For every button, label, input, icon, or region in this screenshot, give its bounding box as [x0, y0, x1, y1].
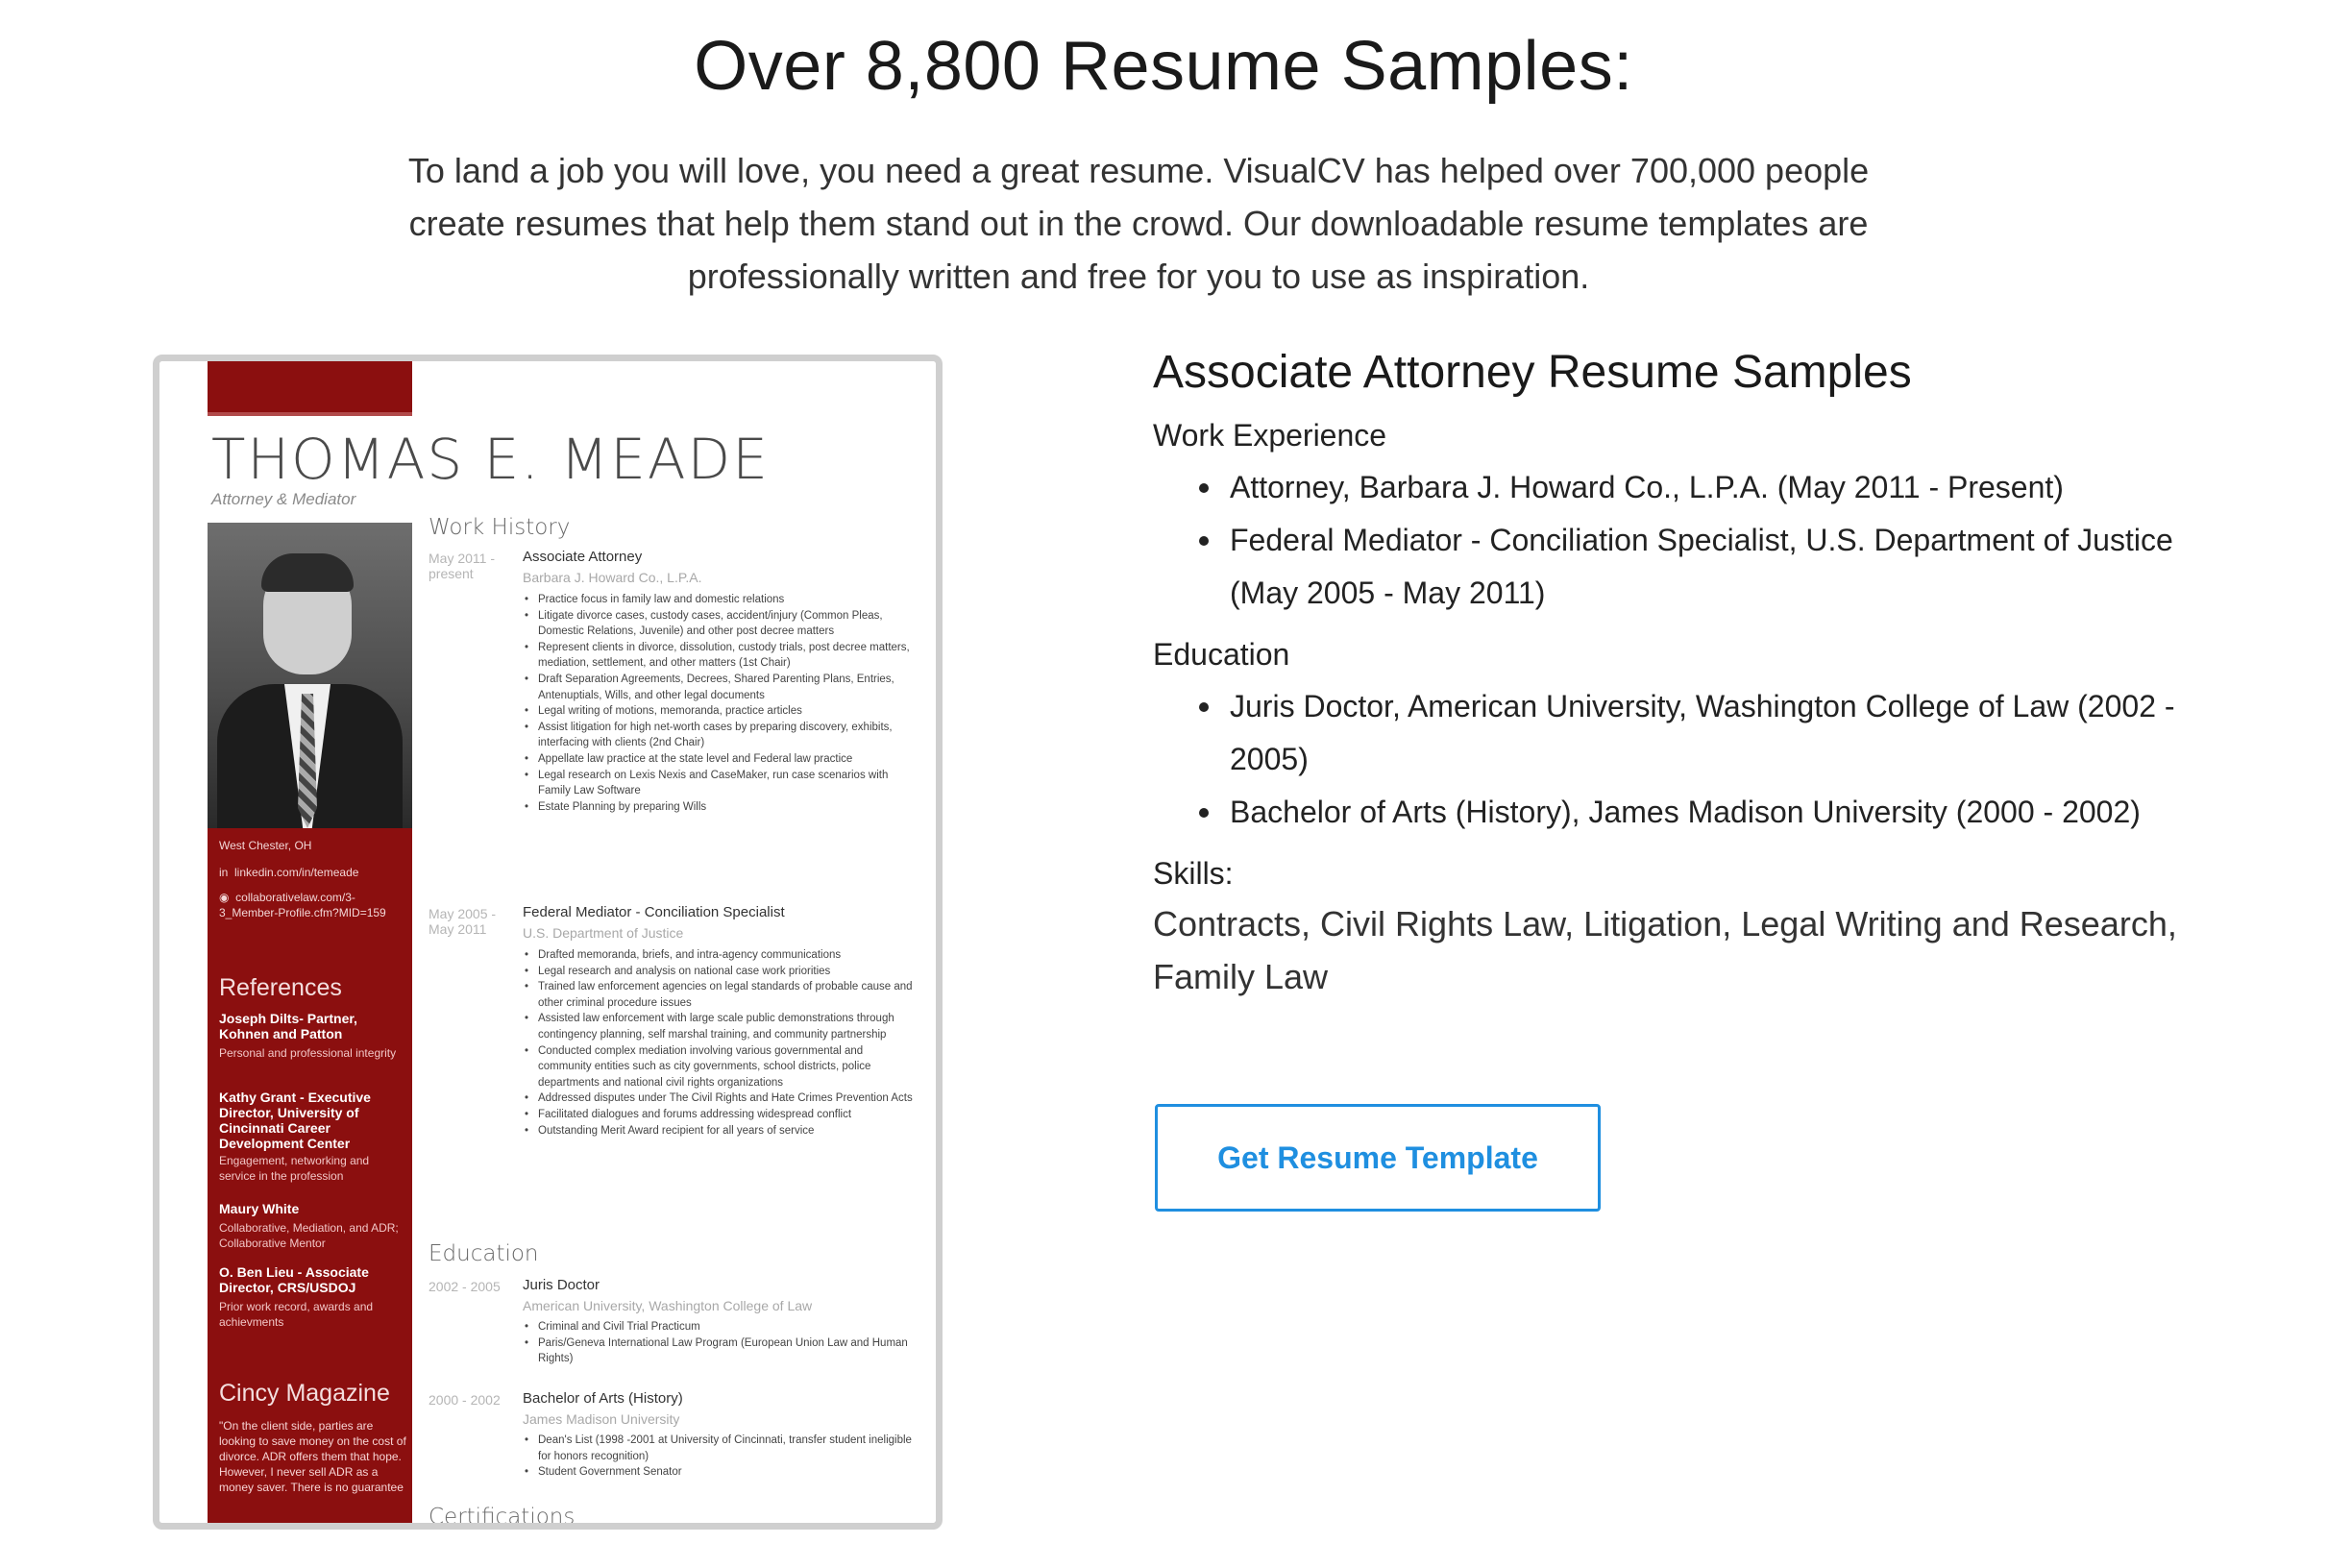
reference-desc: Personal and professional integrity	[219, 1046, 397, 1060]
list-item: • Trained law enforcement agencies on legal standards of probable cause and other criminal procedure issues	[523, 979, 917, 1011]
skills-label: Skills:	[1153, 856, 1234, 891]
list-item: • Addressed disputes under The Civil Rights and Hate Crimes Prevention Acts	[523, 1090, 917, 1107]
education-label: Education	[1153, 637, 1290, 672]
list-item: Attorney, Barbara J. Howard Co., L.P.A. (May 2011 - Present)	[1199, 461, 2200, 514]
job-bullets	[523, 947, 917, 1139]
list-item: • Dean's List (1998 -2001 at University of Cincinnati, transfer student ineligible for honors recognition)	[523, 1433, 917, 1464]
page-title: Over 8,800 Resume Samples:	[694, 28, 1633, 105]
reference-desc: Engagement, networking and service in the profession	[219, 1154, 370, 1183]
school-name: American University, Washington College of Law	[523, 1298, 813, 1313]
resume-preview[interactable]	[153, 355, 943, 1530]
work-experience-list	[1199, 461, 2200, 620]
resume-name: THOMAS E. MEADE	[211, 427, 770, 492]
education-heading: Education	[429, 1241, 539, 1266]
list-item: • Drafted memoranda, briefs, and intra-agency communications	[523, 947, 917, 964]
certifications-heading: Certifications	[429, 1505, 576, 1530]
resume-main	[429, 361, 928, 1530]
job-bullets	[523, 592, 917, 815]
list-item: • Practice focus in family law and domestic relations	[523, 592, 917, 608]
list-item: • Assisted law enforcement with large scale public demonstrations through contingency planning, self marshal training, and community partnership	[523, 1011, 917, 1042]
list-item: • Draft Separation Agreements, Decrees, Shared Parenting Plans, Entries, Antenuptials, Wills, and other legal documents	[523, 672, 917, 703]
list-item: Juris Doctor, American University, Washington College of Law (2002 - 2005)	[1199, 680, 2200, 786]
list-item: • Represent clients in divorce, dissolution, custody trials, post decree matters, mediation, settlement, and other matters (1st Chair)	[523, 640, 917, 672]
reference-desc: Prior work record, awards and achievments	[219, 1300, 374, 1329]
list-item: • Legal writing of motions, memoranda, practice articles	[523, 703, 917, 720]
contact-website: ◉ collaborativelaw.com/3-3_Member-Profile.cfm?MID=159	[219, 891, 386, 919]
skills-section	[1153, 856, 2200, 1003]
reference-name: Kathy Grant - Executive Director, University of Cincinnati Career Development Center	[219, 1090, 371, 1151]
list-item: Bachelor of Arts (History), James Madison University (2000 - 2002)	[1199, 786, 2200, 839]
education-list	[1199, 680, 2200, 839]
list-item: • Assist litigation for high net-worth cases by preparing discovery, exhibits, interfacing with clients (2nd Chair)	[523, 720, 917, 751]
job-org: Barbara J. Howard Co., L.P.A.	[523, 570, 702, 585]
job-dates: May 2005 - May 2011	[429, 906, 497, 937]
list-item: • Student Government Senator	[523, 1464, 917, 1481]
school-degree: Juris Doctor	[523, 1277, 600, 1293]
contact-location: West Chester, OH	[219, 839, 312, 852]
list-item: • Facilitated dialogues and forums addressing widespread conflict	[523, 1107, 917, 1123]
school-name: James Madison University	[523, 1411, 680, 1427]
job-dates: May 2011 - present	[429, 551, 495, 581]
list-item: • Outstanding Merit Award recipient for all years of service	[523, 1123, 917, 1139]
skills-text: Contracts, Civil Rights Law, Litigation, Legal Writing and Research, Family Law	[1153, 904, 2177, 996]
school-bullets	[523, 1319, 917, 1367]
reference-name: O. Ben Lieu - Associate Director, CRS/USDOJ	[219, 1264, 369, 1295]
resume-sidebar	[208, 523, 412, 1523]
work-experience-label: Work Experience	[1153, 418, 1387, 453]
list-item: • Estate Planning by preparing Wills	[523, 799, 917, 816]
list-item: • Legal research and analysis on national case work priorities	[523, 964, 917, 980]
work-experience-section	[1153, 418, 2200, 620]
list-item: Federal Mediator - Conciliation Specialist, U.S. Department of Justice (May 2005 - May 2011)	[1199, 514, 2200, 620]
reference-name: Maury White	[219, 1201, 300, 1216]
magazine-quote: "On the client side, parties are looking to save money on the cost of divorce. ADR offers them that hope. However, I never sell ADR as a money saver. There is no guarantee	[219, 1419, 406, 1494]
list-item: • Appellate law practice at the state level and Federal law practice	[523, 751, 917, 768]
list-item: • Criminal and Civil Trial Practicum	[523, 1319, 917, 1335]
reference-desc: Collaborative, Mediation, and ADR; Collaborative Mentor	[219, 1221, 399, 1250]
profile-photo	[208, 523, 412, 828]
magazine-heading: Cincy Magazine	[219, 1380, 390, 1407]
get-resume-template-button[interactable]: Get Resume Template	[1155, 1104, 1601, 1212]
resume-subtitle: Attorney & Mediator	[211, 490, 356, 508]
details-title: Associate Attorney Resume Samples	[1153, 347, 1912, 398]
list-item: • Conducted complex mediation involving various governmental and community entities such as city governments, school districts, police departments and national civil rights organizations	[523, 1043, 917, 1091]
resume-top-bar	[208, 361, 412, 416]
job-org: U.S. Department of Justice	[523, 925, 684, 941]
school-bullets	[523, 1433, 917, 1481]
list-item: • Paris/Geneva International Law Program (European Union Law and Human Rights)	[523, 1335, 917, 1367]
references-heading: References	[219, 974, 342, 1001]
reference-name: Joseph Dilts- Partner, Kohnen and Patton	[219, 1011, 357, 1041]
resume-document	[159, 361, 936, 1530]
school-dates: 2002 - 2005	[429, 1279, 501, 1294]
job-role: Associate Attorney	[523, 549, 643, 565]
contact-linkedin: in linkedin.com/in/temeade	[219, 866, 359, 879]
list-item: • Litigate divorce cases, custody cases, accident/injury (Common Pleas, Domestic Relations, Juvenile) and other post decree matters	[523, 608, 917, 640]
intro-paragraph: To land a job you will love, you need a great resume. VisualCV has helped over 700,000 people create resumes that help them stand out in the crowd. Our downloadable resume templates are professionally written and free for you to use as inspiration.	[407, 151, 1870, 296]
list-item: • Legal research on Lexis Nexis and CaseMaker, run case scenarios with Family Law Software	[523, 768, 917, 799]
school-dates: 2000 - 2002	[429, 1392, 501, 1408]
resume-details	[1153, 346, 2200, 1020]
school-degree: Bachelor of Arts (History)	[523, 1390, 683, 1407]
job-role: Federal Mediator - Conciliation Specialist	[523, 904, 785, 920]
education-section	[1153, 637, 2200, 839]
work-history-heading: Work History	[429, 515, 571, 540]
